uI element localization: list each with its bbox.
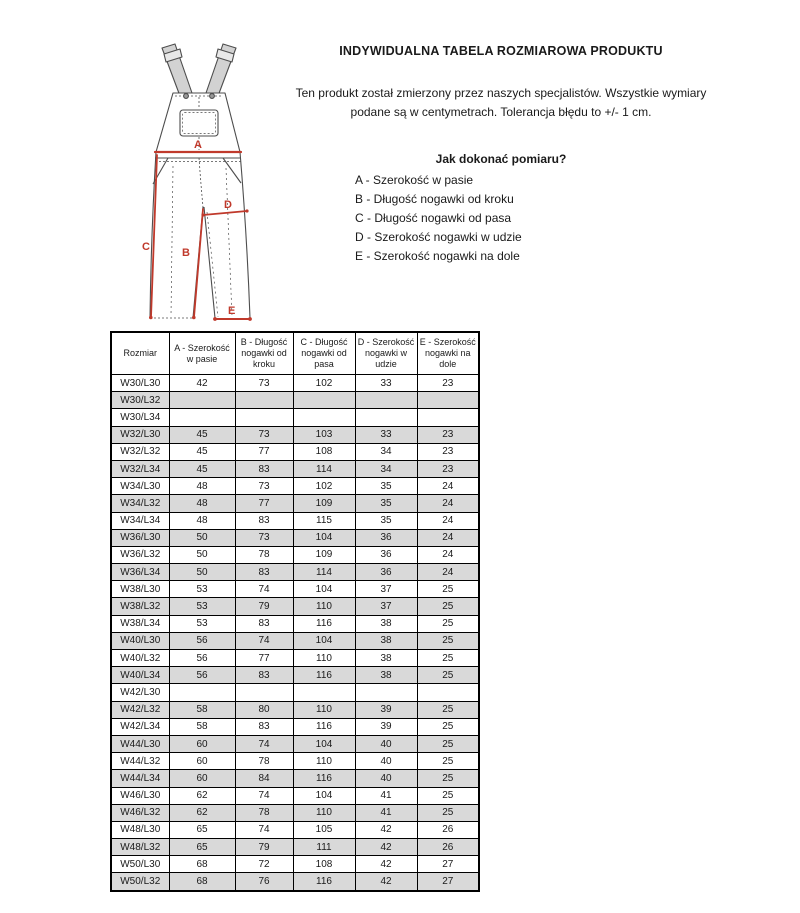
header-a: A - Szerokość w pasie: [169, 332, 235, 375]
value-cell: 77: [235, 495, 293, 512]
value-cell: 78: [235, 546, 293, 563]
table-row: [111, 478, 479, 495]
size-cell: W36/L34: [111, 564, 169, 581]
measurement-item-c: C - Długość nogawki od pasa: [355, 211, 512, 225]
measure-line-d: [203, 211, 247, 215]
size-cell: W46/L30: [111, 787, 169, 804]
value-cell: 109: [293, 546, 355, 563]
value-cell: 60: [169, 735, 235, 752]
size-cell: W44/L32: [111, 753, 169, 770]
value-cell: 56: [169, 650, 235, 667]
value-cell: 73: [235, 529, 293, 546]
value-cell: 50: [169, 564, 235, 581]
table-row: [111, 581, 479, 598]
value-cell: [169, 409, 235, 426]
value-cell: 60: [169, 770, 235, 787]
table-row: [111, 735, 479, 752]
value-cell: 73: [235, 426, 293, 443]
table-row: [111, 839, 479, 856]
table-row: [111, 718, 479, 735]
value-cell: 41: [355, 804, 417, 821]
size-cell: W34/L34: [111, 512, 169, 529]
table-row: [111, 529, 479, 546]
value-cell: 25: [417, 718, 479, 735]
measurement-item-a: A - Szerokość w pasie: [355, 173, 474, 187]
table-row: [111, 667, 479, 684]
value-cell: 26: [417, 839, 479, 856]
value-cell: 105: [293, 821, 355, 838]
header-c: C - Długość nogawki od pasa: [293, 332, 355, 375]
value-cell: 24: [417, 512, 479, 529]
value-cell: 25: [417, 701, 479, 718]
table-row: [111, 392, 479, 409]
value-cell: 35: [355, 495, 417, 512]
table-row: [111, 512, 479, 529]
value-cell: 104: [293, 632, 355, 649]
value-cell: 38: [355, 667, 417, 684]
value-cell: 40: [355, 770, 417, 787]
value-cell: 110: [293, 753, 355, 770]
value-cell: 23: [417, 460, 479, 477]
value-cell: 62: [169, 787, 235, 804]
value-cell: 38: [355, 650, 417, 667]
value-cell: 56: [169, 667, 235, 684]
product-diagram: [140, 36, 304, 328]
chest-pocket: [180, 110, 218, 136]
value-cell: 38: [355, 615, 417, 632]
label-b: B: [182, 247, 190, 259]
table-row: [111, 787, 479, 804]
measure-line-b: [194, 209, 203, 317]
value-cell: 41: [355, 787, 417, 804]
value-cell: 23: [417, 426, 479, 443]
size-cell: W50/L32: [111, 873, 169, 891]
value-cell: 114: [293, 564, 355, 581]
value-cell: [169, 684, 235, 701]
value-cell: 60: [169, 753, 235, 770]
value-cell: 45: [169, 426, 235, 443]
table-row: [111, 426, 479, 443]
value-cell: 68: [169, 873, 235, 891]
value-cell: 24: [417, 495, 479, 512]
value-cell: 25: [417, 667, 479, 684]
value-cell: 79: [235, 598, 293, 615]
table-row: [111, 495, 479, 512]
value-cell: 116: [293, 873, 355, 891]
value-cell: 25: [417, 735, 479, 752]
right-strap-clip: [210, 94, 215, 99]
left-leg-outline: [150, 152, 156, 318]
value-cell: [417, 684, 479, 701]
table-header-row: [111, 332, 479, 375]
value-cell: 37: [355, 581, 417, 598]
value-cell: 102: [293, 375, 355, 392]
header-e: E - Szerokość nogawki na dole: [417, 332, 479, 375]
header-rozmiar: Rozmiar: [111, 332, 169, 375]
size-cell: W40/L34: [111, 667, 169, 684]
left-strap-clip: [184, 94, 189, 99]
size-cell: W40/L32: [111, 650, 169, 667]
value-cell: 36: [355, 546, 417, 563]
size-cell: W36/L32: [111, 546, 169, 563]
value-cell: 104: [293, 787, 355, 804]
size-cell: W34/L32: [111, 495, 169, 512]
page-title: INDYWIDUALNA TABELA ROZMIAROWA PRODUKTU: [339, 44, 663, 58]
value-cell: 42: [355, 856, 417, 873]
value-cell: 77: [235, 650, 293, 667]
value-cell: 34: [355, 443, 417, 460]
value-cell: 80: [235, 701, 293, 718]
value-cell: 79: [235, 839, 293, 856]
value-cell: 23: [417, 375, 479, 392]
table-row: [111, 650, 479, 667]
size-cell: W38/L34: [111, 615, 169, 632]
how-to-measure-title: Jak dokonać pomiaru?: [435, 152, 567, 166]
size-cell: W44/L30: [111, 735, 169, 752]
value-cell: 25: [417, 753, 479, 770]
value-cell: 104: [293, 581, 355, 598]
value-cell: 27: [417, 873, 479, 891]
size-cell: W44/L34: [111, 770, 169, 787]
value-cell: 74: [235, 581, 293, 598]
value-cell: 83: [235, 512, 293, 529]
value-cell: 42: [355, 839, 417, 856]
value-cell: 74: [235, 821, 293, 838]
size-cell: W42/L32: [111, 701, 169, 718]
size-table: [110, 331, 480, 892]
value-cell: 50: [169, 529, 235, 546]
value-cell: 25: [417, 787, 479, 804]
value-cell: [293, 409, 355, 426]
value-cell: 53: [169, 598, 235, 615]
value-cell: 24: [417, 529, 479, 546]
right-leg-outline: [240, 152, 250, 318]
value-cell: 83: [235, 460, 293, 477]
size-cell: W48/L30: [111, 821, 169, 838]
label-a: A: [194, 139, 202, 151]
value-cell: 24: [417, 478, 479, 495]
value-cell: 78: [235, 753, 293, 770]
value-cell: [293, 392, 355, 409]
table-row: [111, 856, 479, 873]
value-cell: 83: [235, 718, 293, 735]
value-cell: 58: [169, 718, 235, 735]
product-description: Ten produkt został zmierzony przez naszych specjalistów. Wszystkie wymiary podane są w centymetrach. Tolerancja błędu to +/- 1 cm.: [295, 86, 707, 119]
header-d: D - Szerokość nogawki w udzie: [355, 332, 417, 375]
value-cell: 116: [293, 615, 355, 632]
value-cell: 78: [235, 804, 293, 821]
value-cell: 110: [293, 701, 355, 718]
table-row: [111, 804, 479, 821]
value-cell: 35: [355, 478, 417, 495]
value-cell: [235, 684, 293, 701]
value-cell: 48: [169, 478, 235, 495]
value-cell: 108: [293, 856, 355, 873]
size-cell: W46/L32: [111, 804, 169, 821]
value-cell: [235, 392, 293, 409]
value-cell: 74: [235, 735, 293, 752]
value-cell: 72: [235, 856, 293, 873]
value-cell: 104: [293, 529, 355, 546]
value-cell: 53: [169, 581, 235, 598]
size-cell: W38/L30: [111, 581, 169, 598]
value-cell: 39: [355, 718, 417, 735]
value-cell: 65: [169, 839, 235, 856]
label-c: C: [142, 241, 150, 253]
value-cell: [355, 392, 417, 409]
table-row: [111, 632, 479, 649]
value-cell: 39: [355, 701, 417, 718]
value-cell: 37: [355, 598, 417, 615]
value-cell: 104: [293, 735, 355, 752]
table-row: [111, 375, 479, 392]
value-cell: 109: [293, 495, 355, 512]
value-cell: 83: [235, 615, 293, 632]
header-b: B - Długość nogawki od kroku: [235, 332, 293, 375]
value-cell: 25: [417, 650, 479, 667]
measurement-item-e: E - Szerokość nogawki na dole: [355, 249, 520, 263]
size-cell: W42/L34: [111, 718, 169, 735]
value-cell: 33: [355, 375, 417, 392]
size-cell: W30/L32: [111, 392, 169, 409]
value-cell: [417, 392, 479, 409]
value-cell: 110: [293, 804, 355, 821]
value-cell: 33: [355, 426, 417, 443]
value-cell: 83: [235, 667, 293, 684]
intro-block: [283, 44, 719, 266]
table-row: [111, 753, 479, 770]
value-cell: [293, 684, 355, 701]
size-cell: W30/L30: [111, 375, 169, 392]
label-e: E: [228, 305, 236, 317]
size-cell: W36/L30: [111, 529, 169, 546]
size-cell: W30/L34: [111, 409, 169, 426]
value-cell: 25: [417, 632, 479, 649]
size-table-body: [111, 375, 479, 891]
size-cell: W40/L30: [111, 632, 169, 649]
value-cell: 27: [417, 856, 479, 873]
value-cell: 77: [235, 443, 293, 460]
table-row: [111, 684, 479, 701]
value-cell: 116: [293, 667, 355, 684]
value-cell: 24: [417, 546, 479, 563]
value-cell: 48: [169, 512, 235, 529]
value-cell: [235, 409, 293, 426]
value-cell: 76: [235, 873, 293, 891]
value-cell: 114: [293, 460, 355, 477]
value-cell: 36: [355, 529, 417, 546]
measurement-list: [355, 171, 719, 266]
value-cell: 73: [235, 478, 293, 495]
value-cell: 68: [169, 856, 235, 873]
size-cell: W32/L34: [111, 460, 169, 477]
value-cell: 53: [169, 615, 235, 632]
value-cell: 116: [293, 770, 355, 787]
table-row: [111, 821, 479, 838]
value-cell: [355, 684, 417, 701]
size-cell: W34/L30: [111, 478, 169, 495]
value-cell: 25: [417, 598, 479, 615]
table-row: [111, 409, 479, 426]
value-cell: 74: [235, 632, 293, 649]
size-cell: W42/L30: [111, 684, 169, 701]
value-cell: 111: [293, 839, 355, 856]
value-cell: 48: [169, 495, 235, 512]
value-cell: 56: [169, 632, 235, 649]
value-cell: 36: [355, 564, 417, 581]
table-row: [111, 598, 479, 615]
table-row: [111, 701, 479, 718]
value-cell: 83: [235, 564, 293, 581]
table-row: [111, 873, 479, 891]
value-cell: 40: [355, 753, 417, 770]
value-cell: 45: [169, 460, 235, 477]
table-row: [111, 546, 479, 563]
value-cell: 25: [417, 581, 479, 598]
value-cell: 110: [293, 598, 355, 615]
value-cell: 73: [235, 375, 293, 392]
value-cell: 25: [417, 804, 479, 821]
measurement-item-d: D - Szerokość nogawki w udzie: [355, 230, 522, 244]
size-cell: W32/L30: [111, 426, 169, 443]
size-cell: W50/L30: [111, 856, 169, 873]
value-cell: 26: [417, 821, 479, 838]
value-cell: 103: [293, 426, 355, 443]
value-cell: [169, 392, 235, 409]
value-cell: 40: [355, 735, 417, 752]
value-cell: [417, 409, 479, 426]
value-cell: 116: [293, 718, 355, 735]
label-d: D: [224, 199, 232, 211]
value-cell: 42: [355, 873, 417, 891]
value-cell: 102: [293, 478, 355, 495]
value-cell: [355, 409, 417, 426]
size-cell: W38/L32: [111, 598, 169, 615]
value-cell: 34: [355, 460, 417, 477]
value-cell: 74: [235, 787, 293, 804]
measurement-item-b: B - Długość nogawki od kroku: [355, 192, 514, 206]
value-cell: 50: [169, 546, 235, 563]
size-cell: W32/L32: [111, 443, 169, 460]
value-cell: 58: [169, 701, 235, 718]
value-cell: 115: [293, 512, 355, 529]
value-cell: 110: [293, 650, 355, 667]
value-cell: 62: [169, 804, 235, 821]
table-row: [111, 460, 479, 477]
value-cell: 84: [235, 770, 293, 787]
table-row: [111, 443, 479, 460]
value-cell: 38: [355, 632, 417, 649]
value-cell: 23: [417, 443, 479, 460]
value-cell: 42: [355, 821, 417, 838]
value-cell: 45: [169, 443, 235, 460]
value-cell: 25: [417, 770, 479, 787]
value-cell: 24: [417, 564, 479, 581]
table-row: [111, 615, 479, 632]
size-cell: W48/L32: [111, 839, 169, 856]
value-cell: 25: [417, 615, 479, 632]
value-cell: 35: [355, 512, 417, 529]
value-cell: 42: [169, 375, 235, 392]
value-cell: 65: [169, 821, 235, 838]
value-cell: 108: [293, 443, 355, 460]
table-row: [111, 564, 479, 581]
table-row: [111, 770, 479, 787]
